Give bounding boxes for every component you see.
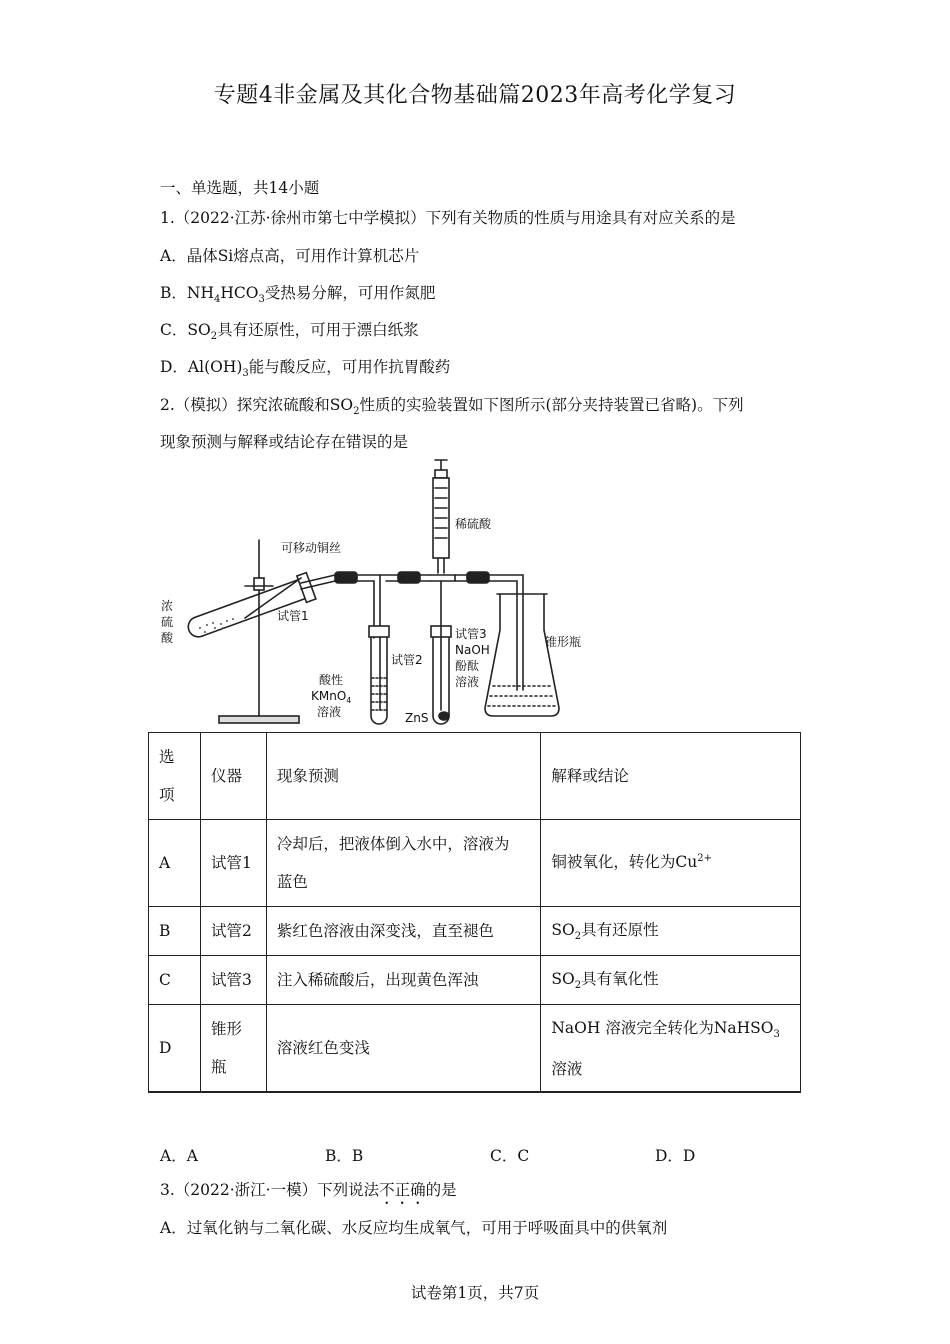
q1-d-sub: 3: [242, 368, 249, 379]
q2-choice-c[interactable]: C．C: [490, 1147, 530, 1165]
q3-stem-post: 的是: [425, 1181, 457, 1199]
cell-instrument: 试管1: [200, 820, 266, 907]
cell-conclusion: 铜被氧化，转化为$Cu^{2+}$: [541, 820, 801, 907]
label-acid-1: 浓: [161, 599, 174, 613]
label-zns: ZnS: [405, 711, 429, 725]
q2-stem-sub: 2: [353, 406, 360, 417]
label-kmno-2: KMnO$_4$: [311, 689, 352, 705]
table-row: [149, 956, 801, 1005]
section-heading: 一、单选题，共14小题: [160, 179, 320, 197]
cell-conclusion: $SO_2$具有还原性: [541, 907, 801, 956]
cell-phenomenon: 溶液红色变浅: [266, 1005, 540, 1093]
cell-option: C: [149, 956, 201, 1005]
q1-b-post: 受热易分解，可用作氮肥: [264, 284, 436, 302]
page-footer: 试卷第1页，共7页: [410, 1284, 540, 1302]
q1-option-c: [160, 318, 419, 340]
cell-instrument: 试管3: [200, 956, 266, 1005]
q1-d-post: 能与酸反应，可用作抗胃酸药: [248, 358, 451, 376]
cell-instrument: 试管2: [200, 907, 266, 956]
q2-choice-a[interactable]: A．A: [160, 1147, 198, 1165]
label-naoh-3: 溶液: [455, 675, 480, 689]
cell-phenomenon: 紫红色溶液由深变浅，直至褪色: [266, 907, 540, 956]
label-acid-3: 酸: [161, 631, 174, 645]
q3-stem: [160, 1178, 457, 1208]
q3-option-a: A．过氧化钠与二氧化碳、水反应均生成氧气，可用于呼吸面具中的供氧剂: [160, 1219, 668, 1237]
stand-base: [219, 716, 299, 723]
cell-conclusion: $SO_2$具有氧化性: [541, 956, 801, 1005]
label-wire: 可移动铜丝: [281, 541, 342, 555]
page-title: 专题4非金属及其化合物基础篇2023年高考化学复习: [213, 83, 737, 108]
q1-c-pre: C．SO: [160, 321, 211, 339]
table-row: [149, 907, 801, 956]
label-tube1: 试管1: [277, 609, 309, 623]
q1-b-sub1: 4: [213, 294, 221, 305]
cell-phenomenon: 冷却后，把液体倒入水中，溶液为 蓝色: [266, 820, 540, 907]
cell-phenomenon: 注入稀硫酸后，出现黄色浑浊: [266, 956, 540, 1005]
q2-stem-pre: 2.（模拟）探究浓硫酸和SO: [160, 396, 354, 414]
test-tube-3: [431, 581, 451, 724]
apparatus-figure: [155, 458, 595, 730]
q2-stem-post: 性质的实验装置如下图所示(部分夹持装置已省略)。下列: [359, 396, 744, 414]
q1-b-pre: B．NH: [160, 284, 214, 302]
cell-option: D: [149, 1005, 201, 1093]
header-phenomenon: 现象预测: [266, 733, 540, 820]
label-naoh-1: NaOH: [455, 643, 490, 657]
header-instrument: 仪器: [200, 733, 266, 820]
q2-choice-b[interactable]: B．B: [325, 1147, 364, 1165]
header-option: 选 项: [149, 733, 201, 820]
table-row: [149, 1005, 801, 1093]
test-tube-2: [369, 626, 389, 724]
cell-instrument: 锥形 瓶: [200, 1005, 266, 1093]
q1-b-sub2: 3: [258, 294, 265, 305]
q2-stem-line1: [160, 393, 744, 415]
cell-option: B: [149, 907, 201, 956]
label-syringe: 稀硫酸: [455, 517, 492, 531]
test-tube-1: [184, 573, 316, 644]
label-tube2: 试管2: [391, 653, 423, 667]
q1-option-d: [160, 355, 450, 377]
q1-option-a: A．晶体Si熔点高，可用作计算机芯片: [160, 247, 420, 265]
q1-c-sub: 2: [210, 331, 218, 342]
cell-conclusion: NaOH 溶液完全转化为NaHSO$_3$ 溶液: [541, 1005, 801, 1093]
label-flask: 锥形瓶: [545, 635, 582, 649]
table-header-row: [149, 733, 801, 820]
cell-option: A: [149, 820, 201, 907]
q2-table: [148, 732, 801, 1093]
syringe: [433, 460, 449, 573]
q2-choice-d[interactable]: D．D: [655, 1147, 696, 1165]
header-conclusion: 解释或结论: [541, 733, 801, 820]
label-tube3: 试管3: [455, 627, 487, 641]
q3-stem-emph: 不正确: [379, 1181, 426, 1199]
q1-stem: 1.（2022·江苏·徐州市第七中学模拟）下列有关物质的性质与用途具有对应关系的是: [160, 209, 736, 227]
q1-d-pre: D．Al(OH): [160, 358, 243, 376]
q1-c-post: 具有还原性，可用于漂白纸浆: [217, 321, 419, 339]
conical-flask: [485, 594, 559, 716]
label-acid-2: 硫: [161, 615, 174, 629]
q3-stem-pre: 3.（2022·浙江·一模）下列说法: [160, 1181, 380, 1199]
label-kmno-3: 溶液: [317, 705, 342, 719]
label-kmno-1: 酸性: [319, 673, 344, 687]
q1-option-b: [160, 281, 435, 303]
q1-b-mid: HCO: [220, 284, 259, 302]
label-naoh-2: 酚酞: [455, 659, 480, 673]
q2-stem-line2: 现象预测与解释或结论存在错误的是: [160, 433, 409, 451]
table-row: [149, 820, 801, 907]
